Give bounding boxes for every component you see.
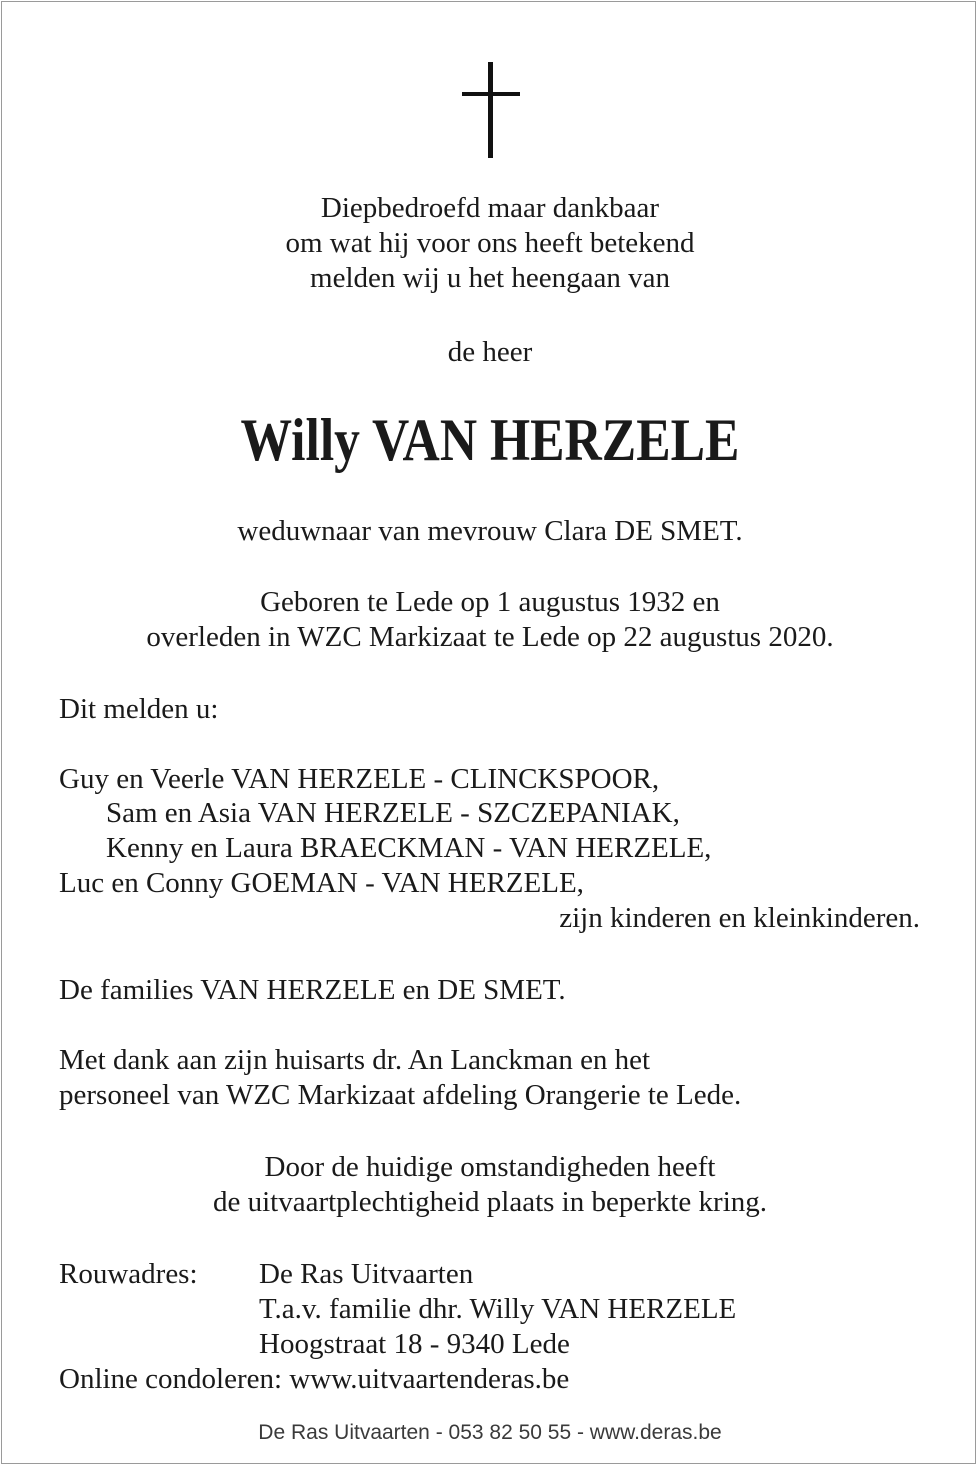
cross-icon bbox=[462, 62, 520, 158]
announced-by: Dit melden u: bbox=[59, 693, 219, 725]
online-condolences: Online condoleren: www.uitvaartenderas.be bbox=[59, 1363, 570, 1395]
intro-line-1: Diepbedroefd maar dankbaar bbox=[320, 192, 660, 224]
circumstances-line-1: Door de huidige omstandigheden heeft bbox=[264, 1151, 716, 1183]
address-line-3: Hoogstraat 18 - 9340 Lede bbox=[259, 1328, 570, 1360]
spouse-line: weduwnaar van mevrouw Clara DE SMET. bbox=[237, 515, 743, 547]
address-line-1: De Ras Uitvaarten bbox=[259, 1258, 474, 1290]
family-relation: zijn kinderen en kleinkinderen. bbox=[559, 902, 920, 934]
family-line-2: Sam en Asia VAN HERZELE - SZCZEPANIAK, bbox=[106, 797, 680, 829]
family-line-3: Kenny en Laura BRAECKMAN - VAN HERZELE, bbox=[106, 832, 712, 864]
families-line: De families VAN HERZELE en DE SMET. bbox=[59, 974, 566, 1006]
family-line-4: Luc en Conny GOEMAN - VAN HERZELE, bbox=[59, 867, 584, 899]
death-line: overleden in WZC Markizaat te Lede op 22 augustus 2020. bbox=[146, 621, 834, 653]
thanks-line-2: personeel van WZC Markizaat afdeling Orangerie te Lede. bbox=[59, 1079, 742, 1111]
intro-line-2: om wat hij voor ons heeft betekend bbox=[285, 227, 695, 259]
circumstances-line-2: de uitvaartplechtigheid plaats in beperkte kring. bbox=[212, 1186, 768, 1218]
intro-line-3: melden wij u het heengaan van bbox=[310, 262, 670, 294]
thanks-line-1: Met dank aan zijn huisarts dr. An Lanckman en het bbox=[59, 1044, 651, 1076]
birth-line: Geboren te Lede op 1 augustus 1932 en bbox=[260, 586, 720, 618]
address-line-2: T.a.v. familie dhr. Willy VAN HERZELE bbox=[259, 1293, 737, 1325]
address-label: Rouwadres: bbox=[59, 1258, 198, 1290]
footer-contact: De Ras Uitvaarten - 053 82 50 55 - www.deras.be bbox=[258, 1421, 722, 1444]
title-prefix: de heer bbox=[447, 336, 533, 368]
deceased-name: Willy VAN HERZELE bbox=[240, 407, 740, 473]
family-line-1: Guy en Veerle VAN HERZELE - CLINCKSPOOR, bbox=[59, 763, 660, 795]
